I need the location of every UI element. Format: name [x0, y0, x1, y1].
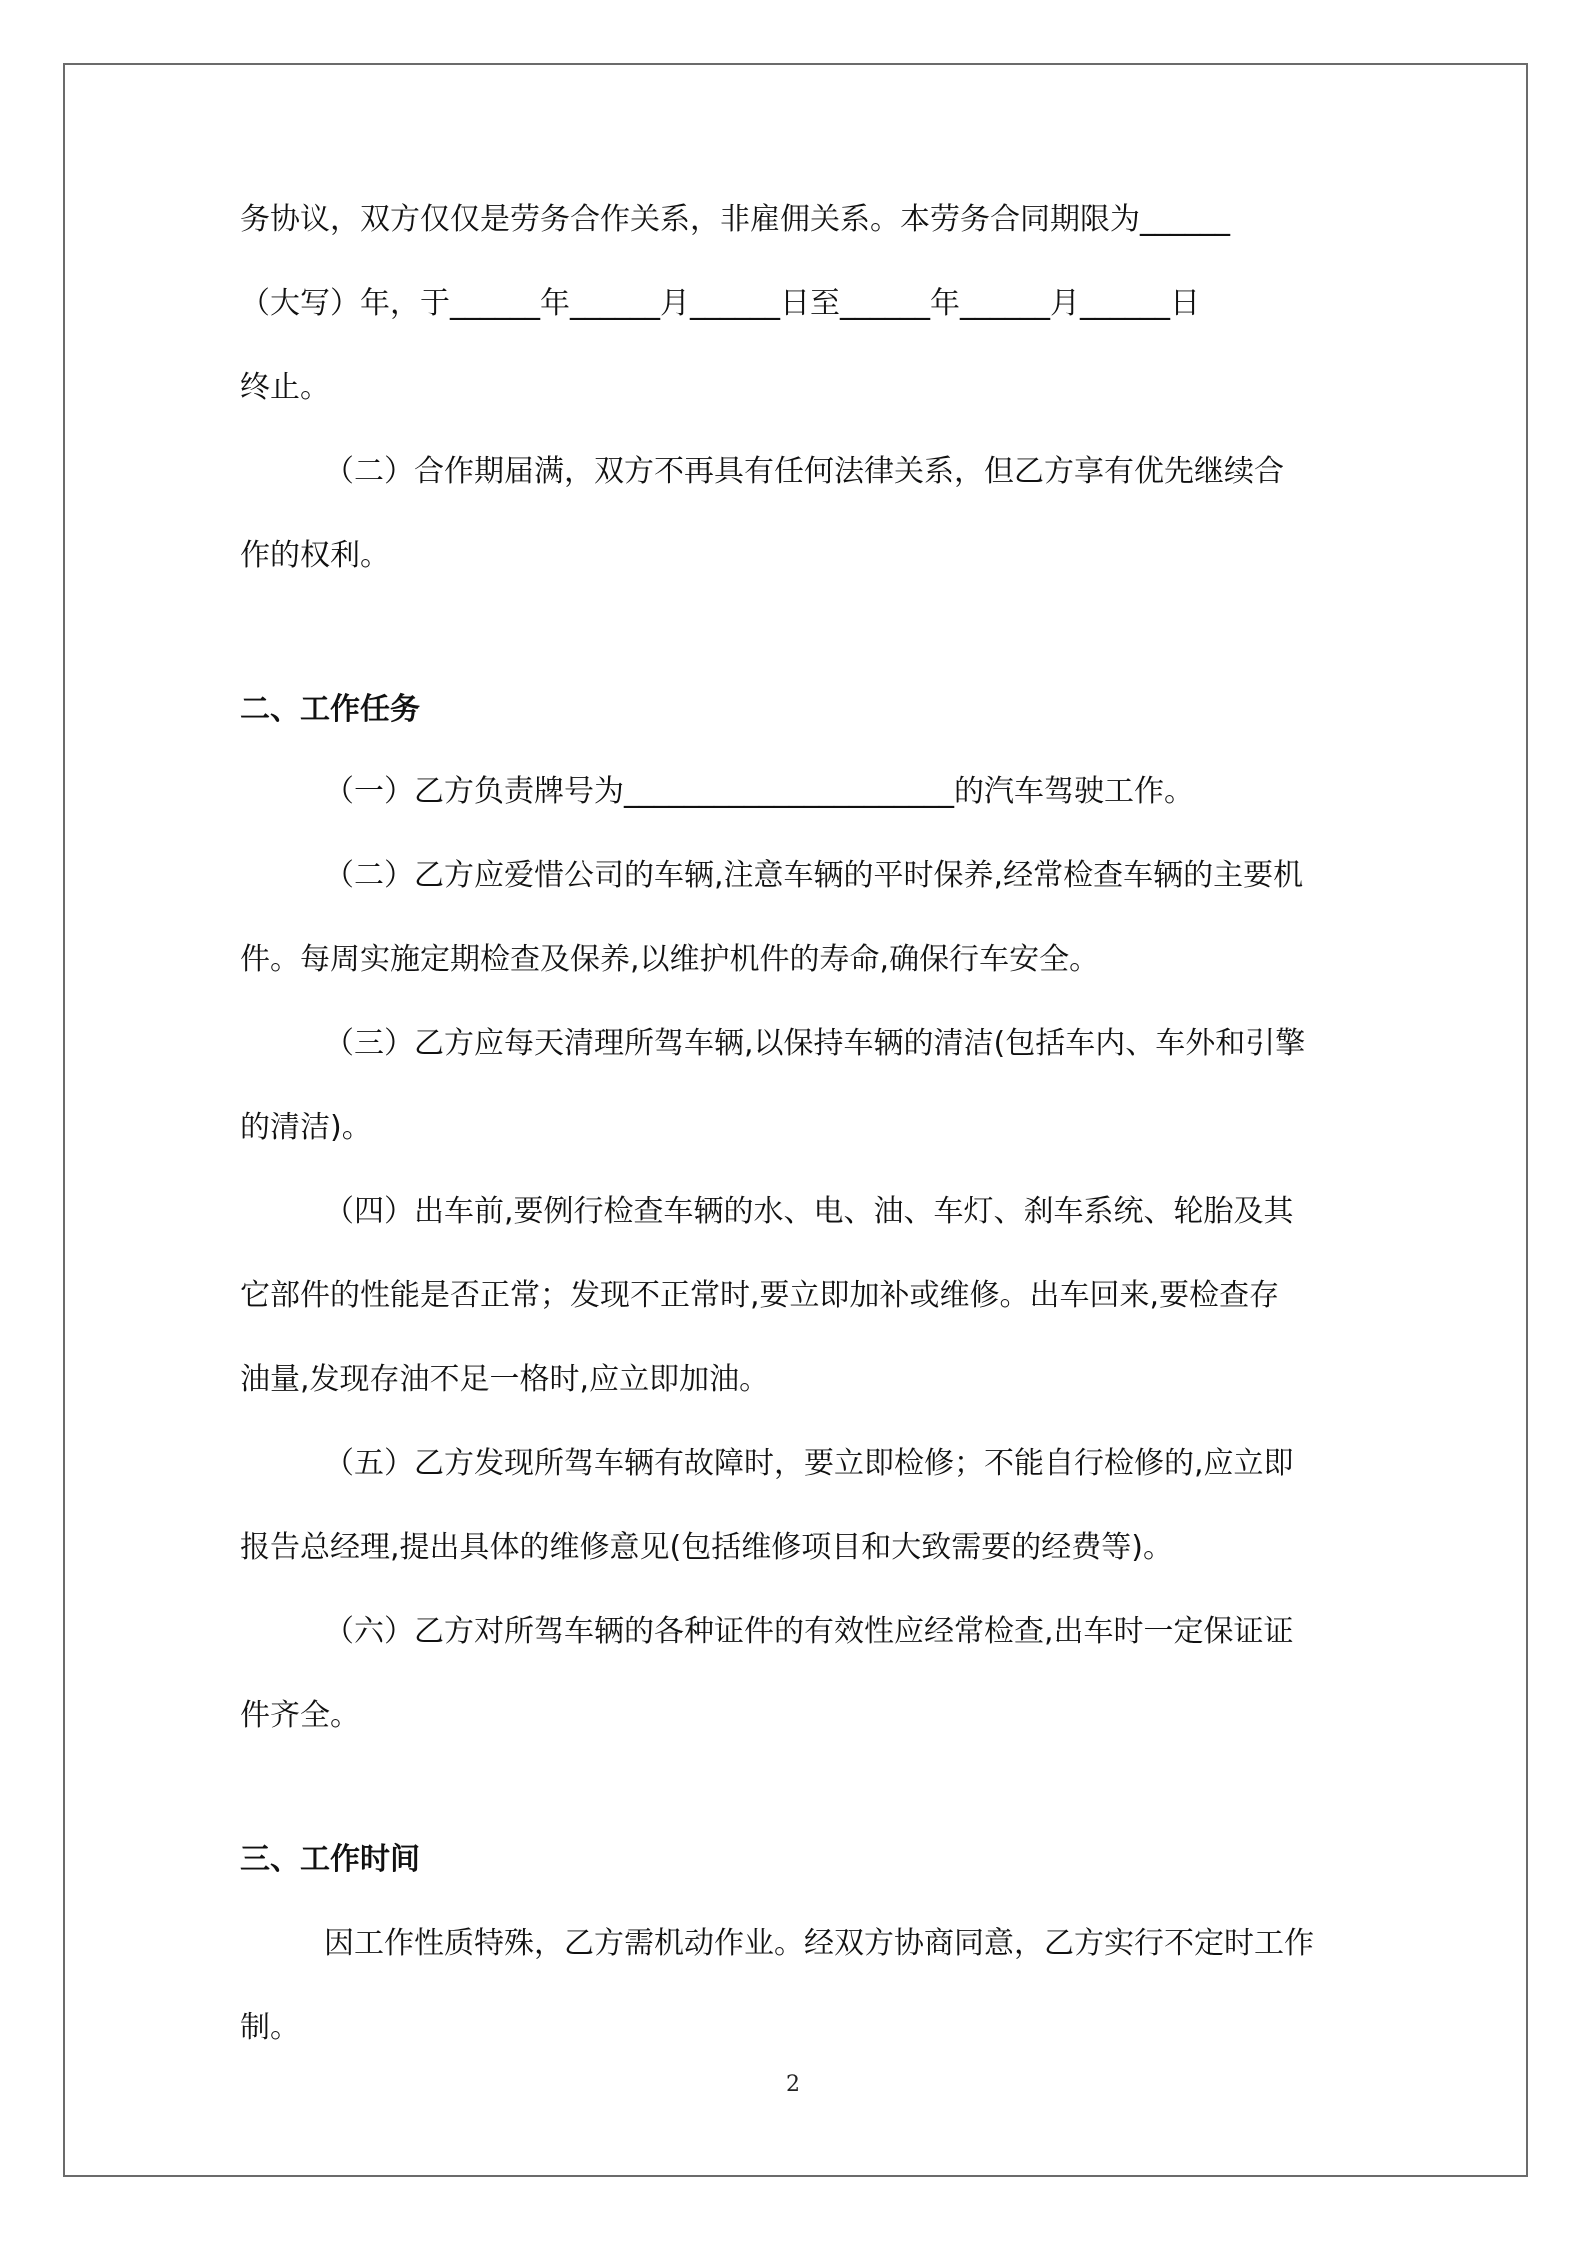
paragraph-line: 报告总经理,提出具体的维修意见(包括维修项目和大致需要的经费等)。: [240, 1530, 1173, 1565]
paragraph-line: 件。每周实施定期检查及保养,以维护机件的寿命,确保行车安全。: [240, 942, 1100, 977]
paragraph-line: 因工作性质特殊，乙方需机动作业。经双方协商同意，乙方实行不定时工作: [324, 1926, 1314, 1961]
paragraph-line: （五）乙方发现所驾车辆有故障时，要立即检修；不能自行检修的,应立即: [324, 1446, 1294, 1481]
paragraph-line: 制。: [240, 2010, 300, 2045]
paragraph-line: （一）乙方负责牌号为______________________的汽车驾驶工作。: [324, 774, 1194, 809]
paragraph-line: （六）乙方对所驾车辆的各种证件的有效性应经常检查,出车时一定保证证: [324, 1614, 1294, 1649]
paragraph-line: （二）合作期届满，双方不再具有任何法律关系，但乙方享有优先继续合: [324, 454, 1284, 489]
section-heading: 三、工作时间: [240, 1842, 420, 1877]
paragraph-line: 油量,发现存油不足一格时,应立即加油。: [240, 1362, 770, 1397]
section-heading: 二、工作任务: [240, 692, 420, 727]
paragraph-line: 它部件的性能是否正常；发现不正常时,要立即加补或维修。出车回来,要检查存: [240, 1278, 1280, 1313]
paragraph-line: 务协议，双方仅仅是劳务合作关系，非雇佣关系。本劳务合同期限为______: [240, 202, 1230, 237]
paragraph-line: 的清洁)。: [240, 1110, 372, 1145]
paragraph-line: 件齐全。: [240, 1698, 360, 1733]
paragraph-line: 终止。: [240, 370, 330, 405]
paragraph-line: 作的权利。: [240, 538, 390, 573]
paragraph-line: （二）乙方应爱惜公司的车辆,注意车辆的平时保养,经常检查车辆的主要机: [324, 858, 1304, 893]
paragraph-line: （四）出车前,要例行检查车辆的水、电、油、车灯、刹车系统、轮胎及其: [324, 1194, 1294, 1229]
page-number: 2: [786, 2072, 800, 2097]
paragraph-line: （大写）年，于______年______月______日至______年______月______日: [240, 286, 1200, 321]
paragraph-line: （三）乙方应每天清理所驾车辆,以保持车辆的清洁(包括车内、车外和引擎: [324, 1026, 1306, 1061]
